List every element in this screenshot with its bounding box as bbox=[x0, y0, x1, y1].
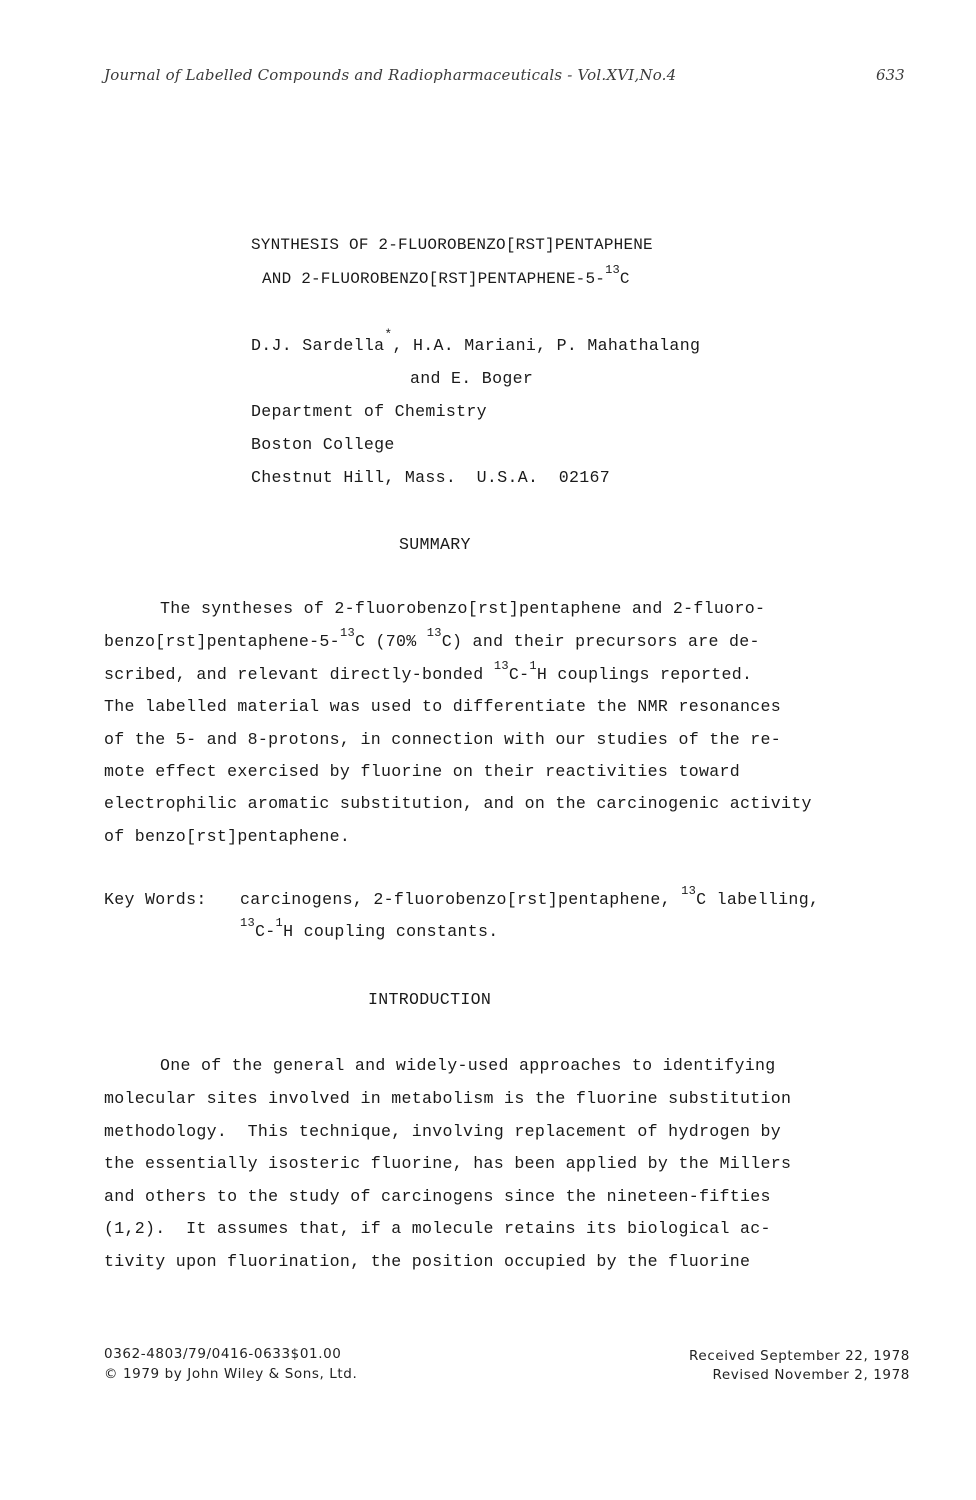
summary-line: The syntheses of 2-fluorobenzo[rst]pentaphene and 2-fluoro- bbox=[160, 599, 766, 618]
summary-line: of benzo[rst]pentaphene. bbox=[104, 827, 351, 846]
introduction-line: the essentially isosteric fluorine, has been applied by the Millers bbox=[104, 1154, 792, 1173]
introduction-line: (1,2). It assumes that, if a molecule retains its biological ac- bbox=[104, 1219, 771, 1238]
author-list-line-2: and E. Boger bbox=[410, 369, 534, 388]
introduction-line: molecular sites involved in metabolism is the fluorine substitution bbox=[104, 1089, 792, 1108]
revised-date: Revised November 2, 1978 bbox=[712, 1367, 910, 1383]
introduction-line: One of the general and widely-used approaches to identifying bbox=[160, 1056, 776, 1075]
copyright-notice: © 1979 by John Wiley & Sons, Ltd. bbox=[104, 1366, 358, 1382]
corresponding-author-mark: * bbox=[384, 327, 393, 342]
summary-line: The labelled material was used to differentiate the NMR resonances bbox=[104, 697, 782, 716]
affiliation-department: Department of Chemistry bbox=[251, 402, 487, 421]
affiliation-address: Chestnut Hill, Mass. U.S.A. 02167 bbox=[251, 468, 611, 487]
summary-line: of the 5- and 8-protons, in connection with our studies of the re- bbox=[104, 730, 782, 749]
title-line-2: AND 2-FLUOROBENZO[RST]PENTAPHENE-5-$^{13}$C bbox=[262, 263, 630, 288]
summary-line: mote effect exercised by fluorine on their reactivities toward bbox=[104, 762, 740, 781]
keywords-line: carcinogens, 2-fluorobenzo[rst]pentaphene, $^{13}$C labelling, bbox=[240, 884, 820, 909]
introduction-heading: INTRODUCTION bbox=[368, 990, 492, 1009]
summary-line: benzo[rst]pentaphene-5-$^{13}$C (70% $^{13}$C) and their precursors are de- bbox=[104, 626, 760, 651]
affiliation-school: Boston College bbox=[251, 435, 395, 454]
summary-line: scribed, and relevant directly-bonded $^{13}$C-$^1$H couplings reported. bbox=[104, 659, 753, 684]
title-line-1: SYNTHESIS OF 2-FLUOROBENZO[RST]PENTAPHENE bbox=[251, 236, 653, 254]
article-code: 0362-4803/79/0416-0633$01.00 bbox=[104, 1346, 342, 1362]
introduction-line: and others to the study of carcinogens since the nineteen-fifties bbox=[104, 1187, 771, 1206]
summary-heading: SUMMARY bbox=[399, 535, 471, 554]
introduction-line: tivity upon fluorination, the position occupied by the fluorine bbox=[104, 1252, 751, 1271]
received-date: Received September 22, 1978 bbox=[689, 1348, 910, 1364]
keywords-label: Key Words: bbox=[104, 890, 207, 909]
page-number: 633 bbox=[876, 66, 905, 84]
keywords-line: $^{13}$C-$^1$H coupling constants. bbox=[240, 916, 499, 941]
introduction-line: methodology. This technique, involving replacement of hydrogen by bbox=[104, 1122, 782, 1141]
summary-line: electrophilic aromatic substitution, and on the carcinogenic activity bbox=[104, 794, 812, 813]
author-list: D.J. Sardella*, H.A. Mariani, P. Mahathalang bbox=[251, 327, 701, 355]
running-header: Journal of Labelled Compounds and Radiopharmaceuticals - Vol.XVI,No.4 bbox=[104, 66, 677, 84]
